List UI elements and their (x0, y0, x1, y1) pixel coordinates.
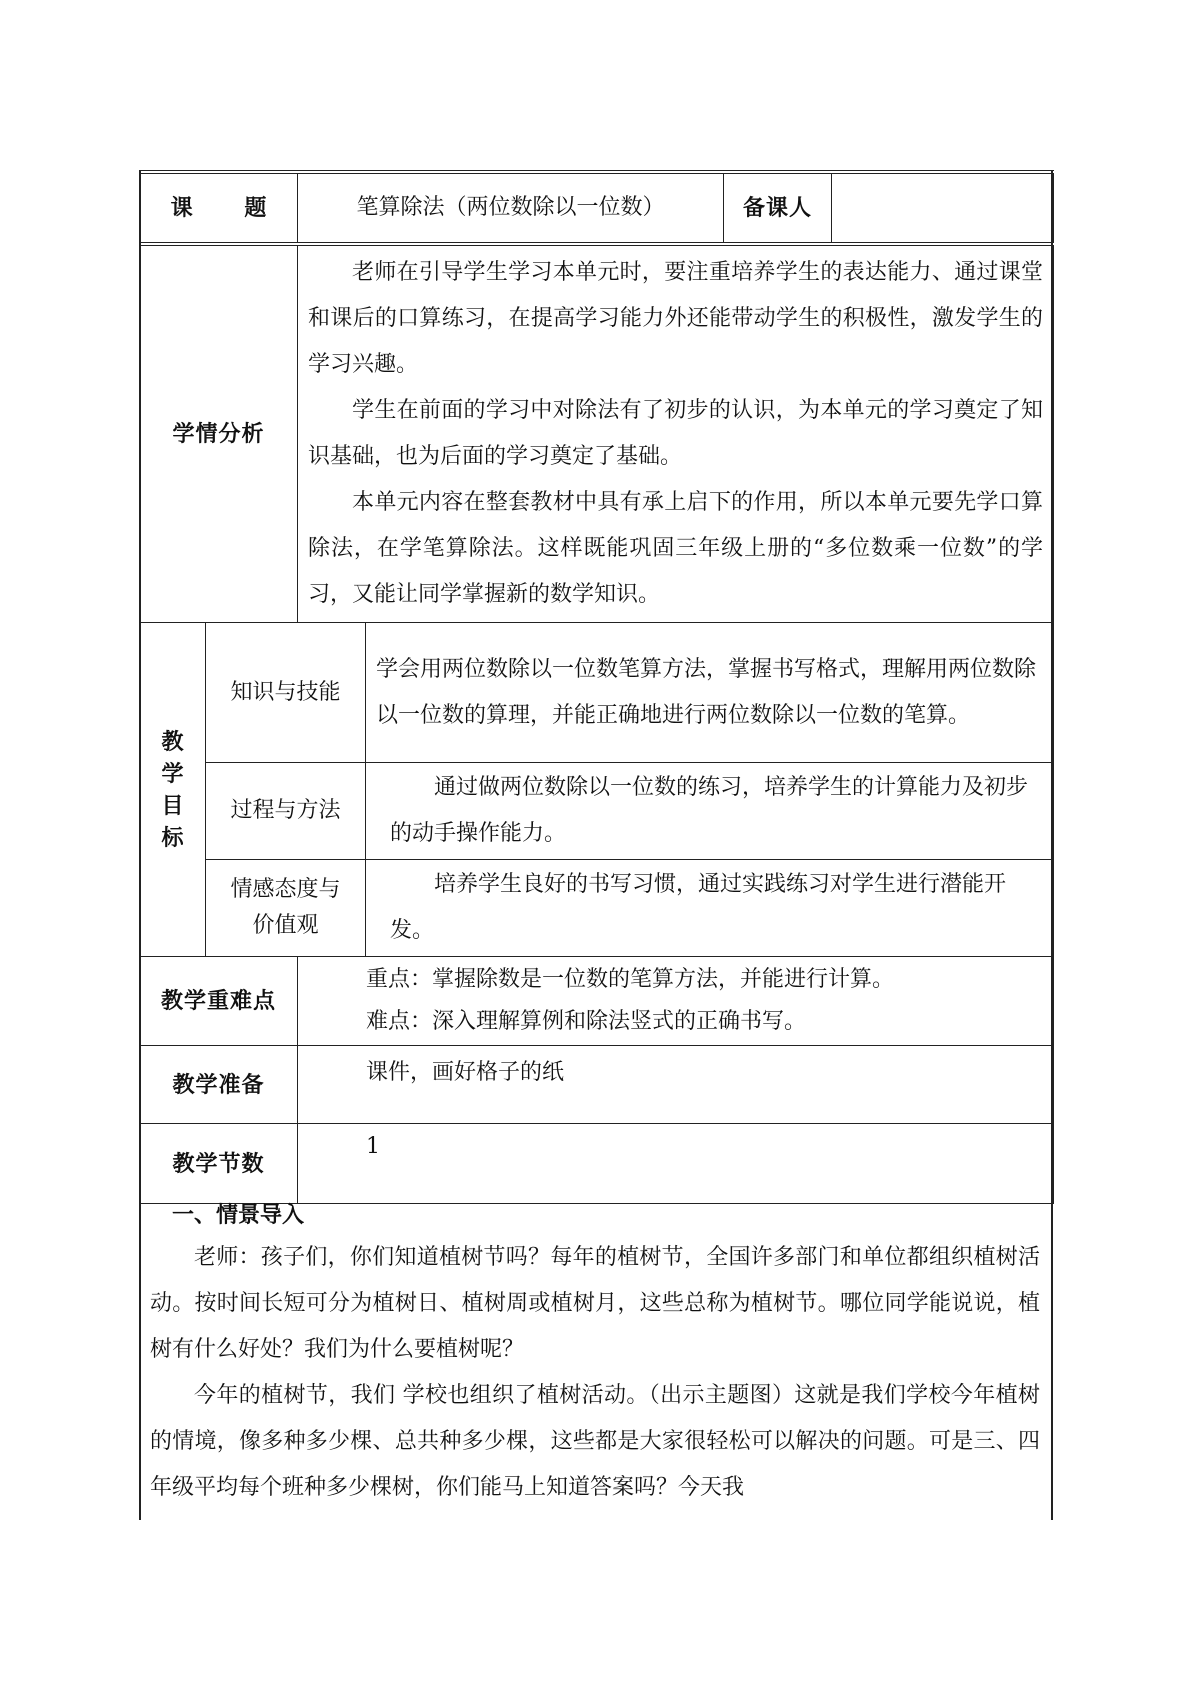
key-points-row (140, 957, 1054, 1046)
periods-label: 教学节数 (140, 1124, 298, 1204)
periods-row (140, 1124, 1054, 1204)
goals-label-char: 目 (161, 792, 184, 819)
emotion-label (206, 860, 366, 957)
key-point-line-1: 重点：掌握除数是一位数的笔算方法，并能进行计算。 (366, 967, 895, 992)
analysis-row (140, 244, 1054, 623)
preparation-label: 教学准备 (140, 1046, 298, 1124)
key-points-label: 教学重难点 (140, 957, 298, 1046)
preparation-text: 课件，画好格子的纸 (298, 1046, 1054, 1124)
scenario-intro-section (150, 1195, 1040, 1511)
title-row (140, 172, 1054, 244)
topic-label: 课 题 (170, 195, 289, 221)
goal-process-row (140, 763, 1054, 860)
lesson-plan-table (139, 170, 1054, 1204)
intro-paragraph-1: 老师：孩子们，你们知道植树节吗？每年的植树节，全国许多部门和单位都组织植树活动。按时间长短可分为植树日、植树周或植树月，这些总称为植树节。哪位同学能说说，植树有什么好处？我们为什么要植树呢？ (150, 1245, 1040, 1362)
process-label: 过程与方法 (206, 763, 366, 860)
goal-emotion-row (140, 860, 1054, 957)
analysis-paragraph-2: 学生在前面的学习中对除法有了初步的认识，为本单元的学习奠定了知识基础，也为后面的学习奠定了基础。 (308, 398, 1044, 469)
analysis-paragraph-1: 老师在引导学生学习本单元时，要注重培养学生的表达能力、通过课堂和课后的口算练习，在提高学习能力外还能带动学生的积极性，激发学生的学习兴趣。 (308, 260, 1044, 377)
goals-label (140, 623, 206, 957)
key-point-line-2: 难点：深入理解算例和除法竖式的正确书写。 (366, 1009, 807, 1034)
knowledge-text: 学会用两位数除以一位数笔算方法，掌握书写格式，理解用两位数除以一位数的算理，并能正确地进行两位数除以一位数的笔算。 (366, 623, 1054, 763)
emotion-text: 培养学生良好的书写习惯，通过实践练习对学生进行潜能开发。 (390, 872, 1007, 943)
preparation-row (140, 1046, 1054, 1124)
intro-heading: 一、情景导入 (172, 1202, 305, 1228)
topic-value: 笔算除法（两位数除以一位数） (298, 172, 724, 244)
goals-label-char: 教 (161, 728, 184, 755)
analysis-label: 学情分析 (140, 244, 298, 623)
periods-text: 1 (298, 1124, 1054, 1204)
emotion-label-line-2: 价值观 (252, 913, 319, 938)
knowledge-label: 知识与技能 (206, 623, 366, 763)
process-text: 通过做两位数除以一位数的练习，培养学生的计算能力及初步的动手操作能力。 (390, 775, 1029, 846)
analysis-paragraph-3: 本单元内容在整套教材中具有承上启下的作用，所以本单元要先学口算除法，在学笔算除法。这样既能巩固三年级上册的“多位数乘一位数”的学习，又能让同学掌握新的数学知识。 (308, 490, 1044, 607)
author-value (832, 172, 1054, 244)
goals-label-char: 标 (161, 824, 184, 851)
author-label: 备课人 (724, 172, 832, 244)
goals-label-char: 学 (161, 760, 184, 787)
emotion-label-line-1: 情感态度与 (230, 877, 341, 902)
goal-knowledge-row (140, 623, 1054, 763)
analysis-text (298, 244, 1054, 623)
intro-paragraph-2: 今年的植树节，我们 学校也组织了植树活动。（出示主题图）这就是我们学校今年植树的情境，像多种多少棵、总共种多少棵，这些都是大家很轻松可以解决的问题。可是三、四年级平均每个班种多少棵树，你们能马上知道答案吗？今天我 (150, 1383, 1040, 1500)
